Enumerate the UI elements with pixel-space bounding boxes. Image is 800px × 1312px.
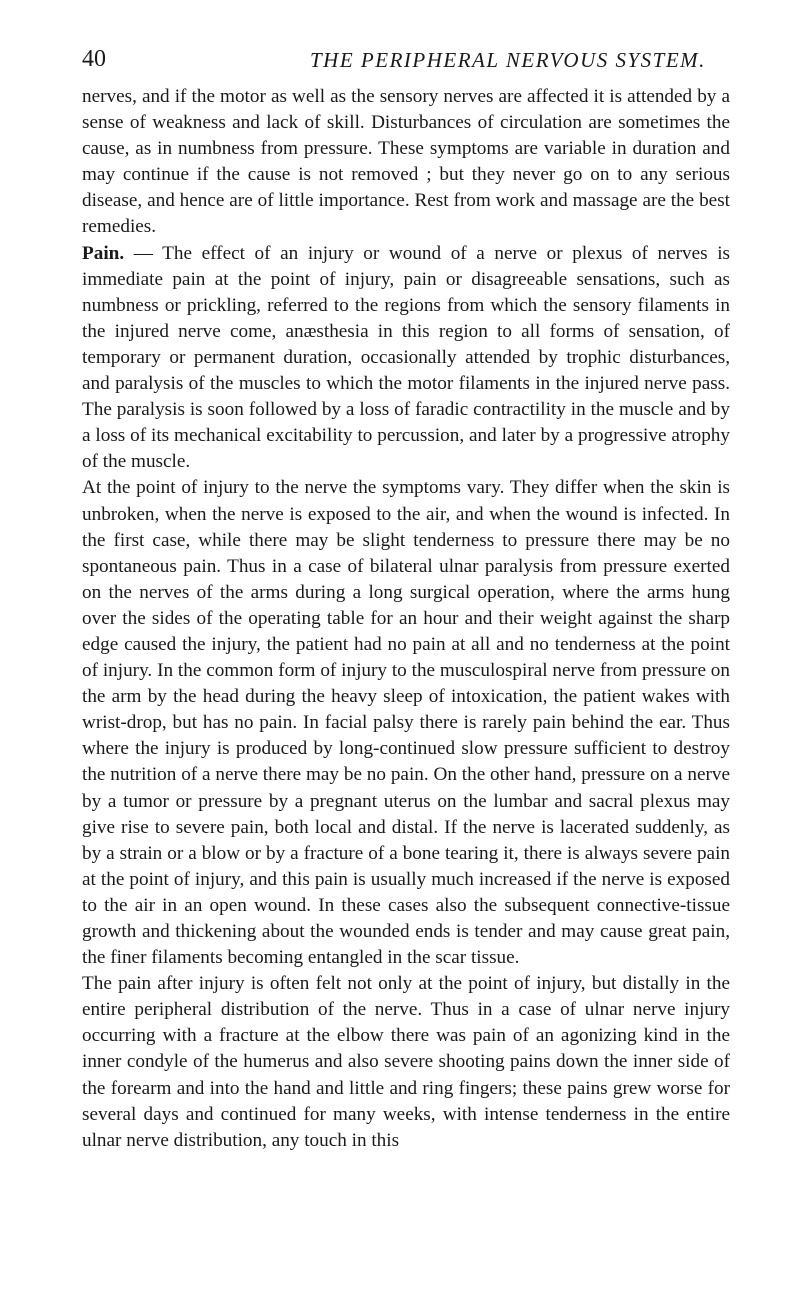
page-header (82, 44, 730, 84)
paragraph-distal-pain (82, 971, 730, 1154)
paragraph-intro (82, 84, 730, 241)
paragraph-text: nerves, and if the motor as well as the sensory nerves are affected it is attended by a sense of weakness and lack of skill. Disturbances of circulation are sometimes the cause, as in numbness from pressure. These symptoms are variable in duration and may continue if the cause is not removed ; but they never go on to any serious disease, and hence are of little importance. Rest from work and massage are the best remedies. (82, 86, 730, 238)
paragraph-text: At the point of injury to the nerve the symptoms vary. They differ when the skin is unbroken, when the nerve is exposed to the air, and when the wound is infected. In the first case, while there may be slight tenderness to pressure there may be no spontaneous pain. Thus in a case of bilateral ulnar paralysis from pressure exerted on the nerves of the arms during a long surgical operation, where the arms hung over the sides of the operating table for an hour and their weight against the sharp edge caused the injury, the patient had no pain at all and no tenderness at the point of injury. In the common form of injury to the musculospiral nerve from pressure on the arm by the head during the heavy sleep of intoxication, the patient wakes with wrist-drop, but has no pain. In facial palsy there is rarely pain behind the ear. Thus where the injury is produced by long-continued slow pressure sufficient to destroy the nutrition of a nerve there may be no pain. On the other hand, pressure on a nerve by a tumor or pressure by a pregnant uterus on the lumbar and sacral plexus may give rise to severe pain, both local and distal. If the nerve is lacerated suddenly, as by a strain or a blow or by a fracture of a bone tearing it, there is always severe pain at the point of injury, and this pain is usually much increased if the nerve is exposed to the air in an open wound. In these cases also the subsequent connective-tissue growth and thickening about the wounded ends is tender and may cause great pain, the finer filaments becoming entangled in the scar tissue. (82, 477, 730, 969)
body-text (82, 84, 730, 1154)
running-title: THE PERIPHERAL NERVOUS SYSTEM. (310, 48, 706, 72)
page-number: 40 (82, 46, 106, 72)
paragraph-text: — The effect of an injury or wound of a nerve or plexus of nerves is immediate pain at the point of injury, pain or disagreeable sensations, such as numbness or prickling, referred to the regions from which the sensory filaments in the injured nerve come, anæsthesia in this region to all forms of sensation, of temporary or permanent duration, occasionally attended by trophic disturbances, and paralysis of the muscles to which the motor filaments in the injured nerve pass. The paralysis is soon followed by a loss of faradic contractility in the muscle and by a loss of its mechanical excitability to percussion, and later by a progressive atrophy of the muscle. (82, 242, 730, 473)
section-heading-pain: Pain. (82, 242, 125, 264)
paragraph-point-of-injury (82, 475, 730, 971)
paragraph-pain (82, 241, 730, 476)
paragraph-text: The pain after injury is often felt not only at the point of injury, but distally in the entire peripheral distribution of the nerve. Thus in a case of ulnar nerve injury occurring with a fracture at the elbow there was pain of an agonizing kind in the inner condyle of the humerus and also severe shooting pains down the inner side of the forearm and into the hand and little and ring fingers; these pains grew worse for several days and continued for many weeks, with intense tenderness in the entire ulnar nerve distribution, any touch in this (82, 973, 730, 1151)
book-page (82, 44, 730, 1154)
